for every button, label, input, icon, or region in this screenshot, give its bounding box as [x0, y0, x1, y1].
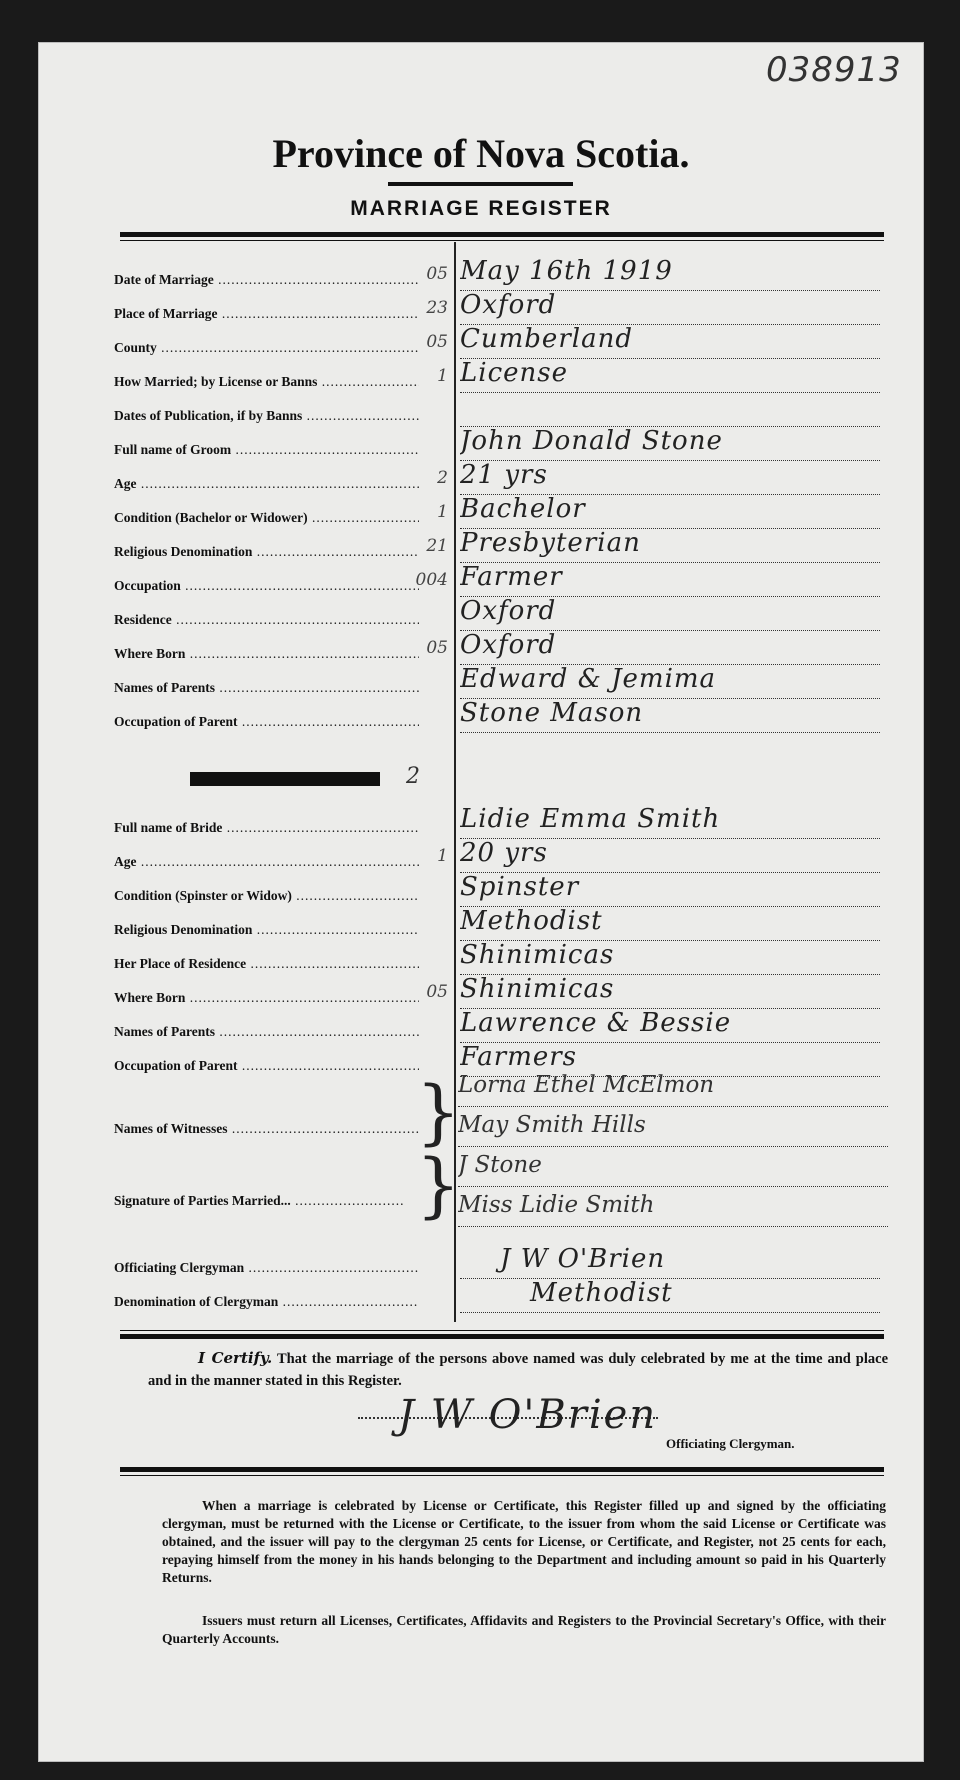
section-divider-bar — [190, 772, 380, 786]
field-label: Occupation of Parent ..... — [114, 1058, 419, 1074]
field-value: Stone Mason — [460, 698, 880, 733]
witness-2-value: May Smith Hills — [458, 1112, 888, 1147]
field-code: 05 — [426, 638, 448, 658]
field-label: Occupation ..... — [114, 578, 419, 594]
field-label: Residence ..... — [114, 612, 419, 628]
certification-text — [148, 1347, 888, 1392]
field-code: 21 — [426, 536, 448, 556]
field-label: Where Born ..... — [114, 646, 419, 662]
field-label: Her Place of Residence ..... — [114, 956, 419, 972]
field-value — [460, 392, 880, 427]
top-rule — [120, 232, 884, 237]
field-code: 05 — [426, 332, 448, 352]
cert-rule-top-thick — [120, 1334, 884, 1339]
field-value: John Donald Stone — [460, 426, 880, 461]
notice-rule-thin — [120, 1475, 884, 1476]
field-value: Spinster — [460, 872, 880, 907]
field-label: Occupation of Parent ..... — [114, 714, 419, 730]
field-value: Farmers — [460, 1042, 880, 1077]
field-value: Edward & Jemima — [460, 664, 880, 699]
field-value: Cumberland — [460, 324, 880, 359]
field-code: 1 — [437, 366, 448, 386]
signatures-brace: } — [416, 1144, 461, 1226]
field-label: Full name of Groom ..... — [114, 442, 419, 458]
field-label: Dates of Publication, if by Banns ..... — [114, 408, 419, 424]
field-label: Place of Marriage ..... — [114, 306, 419, 322]
field-value: Lidie Emma Smith — [460, 804, 880, 839]
row-groom-parent-occupation — [38, 698, 924, 740]
field-label: Denomination of Clergyman ..... — [114, 1294, 419, 1310]
field-value: Shinimicas — [460, 974, 880, 1009]
field-code: 1 — [437, 846, 448, 866]
field-value: May 16th 1919 — [460, 256, 880, 291]
field-value: Methodist — [460, 1278, 880, 1313]
certification-lead: I Certify. — [198, 1349, 273, 1367]
section-code: 2 — [406, 764, 420, 789]
field-code: 05 — [426, 982, 448, 1002]
field-value: 20 yrs — [460, 838, 880, 873]
page-title: Province of Nova Scotia. — [272, 131, 690, 176]
field-value: Oxford — [460, 596, 880, 631]
field-label: Religious Denomination ..... — [114, 922, 419, 938]
register-page — [38, 42, 924, 1762]
signature-groom-value: J Stone — [458, 1152, 888, 1187]
field-code: 2 — [437, 468, 448, 488]
field-label: Religious Denomination ..... — [114, 544, 419, 560]
field-value: 21 yrs — [460, 460, 880, 495]
signature-bride-value: Miss Lidie Smith — [458, 1192, 888, 1227]
title-underline — [388, 182, 573, 186]
field-label: Signature of Parties Married... ..... — [114, 1193, 404, 1209]
field-label: Age ..... — [114, 476, 419, 492]
witnesses-brace: } — [416, 1071, 461, 1153]
field-value: Shinimicas — [460, 940, 880, 975]
field-label: Names of Witnesses ..... — [114, 1121, 419, 1137]
signature-caption: Officiating Clergyman. — [666, 1436, 795, 1451]
field-value: Oxford — [460, 290, 880, 325]
notice-paragraph-2: Issuers must return all Licenses, Certificates, Affidavits and Registers to the Provincial Secretary's Office, with their Quarterly Accounts. — [162, 1613, 886, 1646]
notice-paragraph-1: When a marriage is celebrated by License or Certificate, this Register filled up and signed by the officiating clergyman, must be returned with the License or Certificate, to the issuer from whom the said License or Certificate was obtained, and the issuer will pay to the clergyman 25 cents for License, or Certificate, and Register, not 25 cents for each, repaying himself from the money in his hands belonging to the Department and including amount so paid in his Quarterly Returns. — [162, 1498, 886, 1585]
field-label: Condition (Bachelor or Widower) ..... — [114, 510, 419, 526]
field-code: 1 — [437, 502, 448, 522]
notice-rule-thick — [120, 1467, 884, 1472]
field-code: 004 — [415, 570, 448, 590]
field-value: Farmer — [460, 562, 880, 597]
field-label: Names of Parents ..... — [114, 680, 419, 696]
field-value: Presbyterian — [460, 528, 880, 563]
field-value: Lawrence & Bessie — [460, 1008, 880, 1043]
register-subtitle: MARRIAGE REGISTER — [350, 197, 612, 220]
field-label: Full name of Bride ..... — [114, 820, 419, 836]
clergyman-signature: J W O'Brien — [398, 1392, 658, 1438]
field-value: License — [460, 358, 880, 393]
field-value: J W O'Brien — [460, 1244, 880, 1279]
field-label: Age ..... — [114, 854, 419, 870]
field-label: County ..... — [114, 340, 419, 356]
field-code: 23 — [426, 298, 448, 318]
cert-rule-top — [120, 1330, 884, 1331]
field-code: 05 — [426, 264, 448, 284]
document-number: 038913 — [766, 50, 902, 90]
certification-body: That the marriage of the persons above named was duly celebrated by me at the time and place and in the manner stated in this Register. — [148, 1351, 889, 1389]
field-label: Condition (Spinster or Widow) ..... — [114, 888, 419, 904]
field-label: How Married; by License or Banns ..... — [114, 374, 419, 390]
field-label: Officiating Clergyman ..... — [114, 1260, 419, 1276]
row-clergy-denomination — [38, 1278, 924, 1320]
field-label: Where Born ..... — [114, 990, 419, 1006]
field-value: Bachelor — [460, 494, 880, 529]
field-value: Methodist — [460, 906, 880, 941]
field-value: Oxford — [460, 630, 880, 665]
top-rule-thin — [120, 240, 884, 241]
field-label: Names of Parents ..... — [114, 1024, 419, 1040]
field-label: Date of Marriage ..... — [114, 272, 419, 288]
witness-1-value: Lorna Ethel McElmon — [458, 1072, 888, 1107]
